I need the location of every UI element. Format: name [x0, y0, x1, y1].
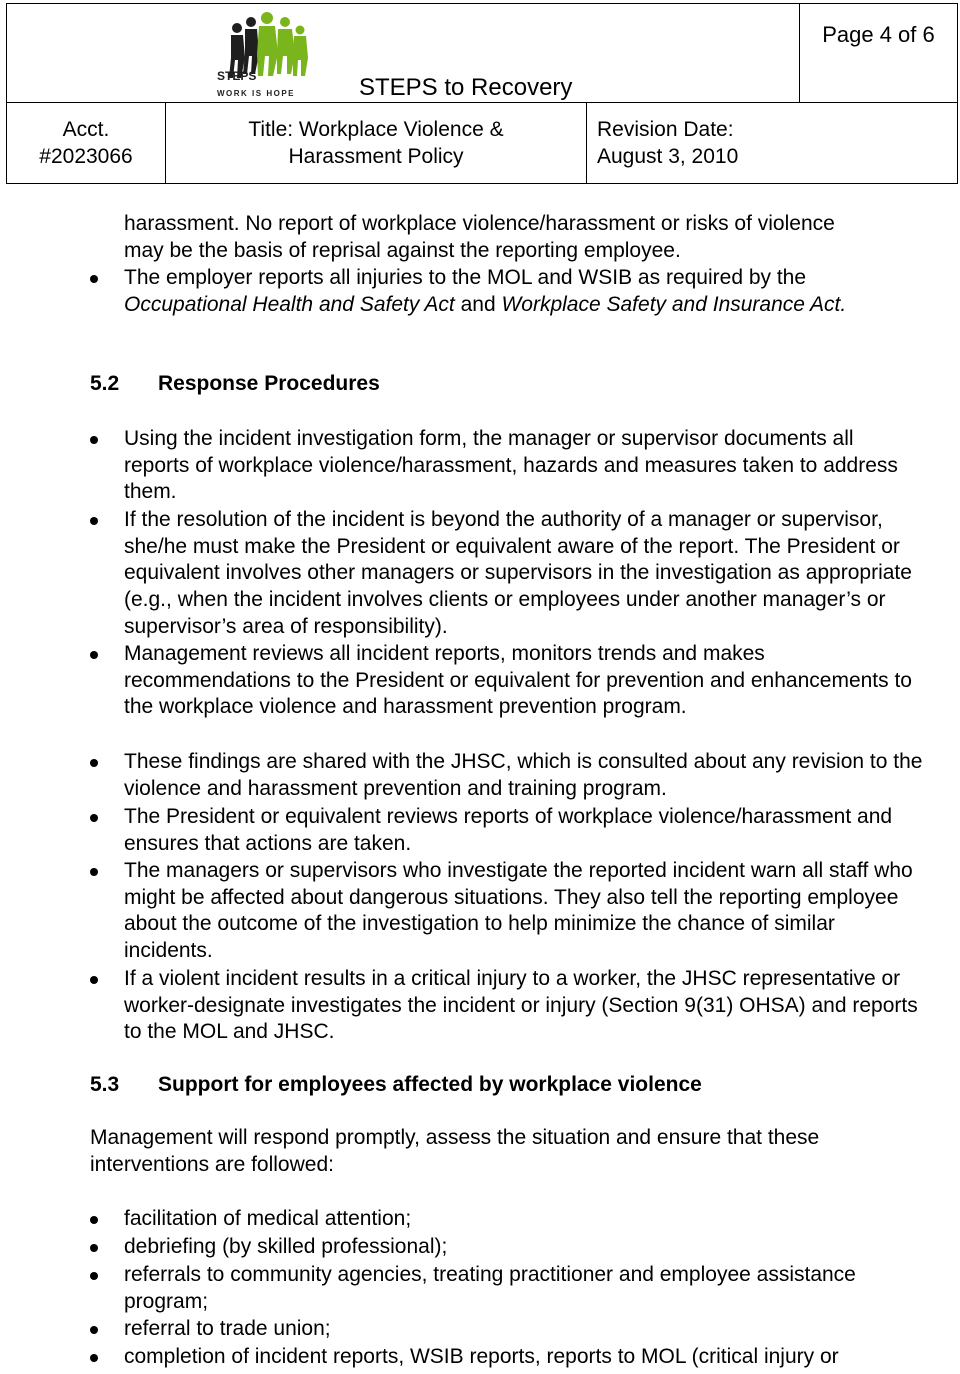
- list-item: [124, 1344, 924, 1371]
- bullet-icon: [90, 1326, 98, 1334]
- section-intro: Management will respond promptly, assess the situation and ensure that these interventions are followed:: [90, 1126, 820, 1176]
- list-item: [124, 966, 924, 1046]
- list-item: [124, 1262, 924, 1315]
- bullet-icon: [90, 436, 98, 444]
- logo-tagline: WORK IS HOPE: [217, 89, 296, 98]
- list-item: [124, 507, 924, 641]
- continuation-line: may be the basis of reprisal against the reporting employee.: [124, 239, 681, 262]
- list-item: [124, 1316, 924, 1343]
- account-number: #2023066: [39, 145, 133, 168]
- account-label: Acct.: [62, 118, 110, 141]
- list-item: [124, 641, 924, 721]
- bullet-text: The employer reports all injuries to the MOL and WSIB as required by the: [124, 266, 807, 289]
- list-item: [124, 1206, 924, 1233]
- bullet-text: Management reviews all incident reports, monitors trends and makes recommendations to the President or equivalent for prevention and enhancements to the workplace violence and harassment prevention program.: [124, 642, 912, 719]
- header-logo-cell: [7, 4, 800, 103]
- section-title: Support for employees affected by workplace violence: [158, 1073, 702, 1096]
- bullet-icon: [90, 1272, 98, 1280]
- bullet-text: The President or equivalent reviews reports of workplace violence/harassment and ensures that actions are taken.: [124, 805, 893, 855]
- bullet-icon: [90, 814, 98, 822]
- conjunction: and: [454, 292, 502, 316]
- revision-label: Revision Date:: [597, 118, 734, 141]
- bullet-text: facilitation of medical attention;: [124, 1207, 412, 1230]
- list-item: [124, 804, 924, 857]
- bullet-icon: [90, 868, 98, 876]
- act-name: Workplace Safety and Insurance Act.: [501, 292, 847, 316]
- section-heading: [90, 371, 380, 397]
- section-title: Response Procedures: [158, 372, 380, 395]
- bullet-icon: [90, 1354, 98, 1362]
- bullet-icon: [90, 651, 98, 659]
- bullet-icon: [90, 759, 98, 767]
- bullet-text: The managers or supervisors who investigate the reported incident warn all staff who might be affected about dangerous situations. They also tell the reporting employee about the outcome of the investigation to help minimize the chance of similar incidents.: [124, 859, 913, 963]
- bullet-text: completion of incident reports, WSIB reports, reports to MOL (critical injury or: [124, 1345, 839, 1368]
- policy-title-line2: Harassment Policy: [288, 145, 464, 168]
- bullet-icon: [90, 275, 98, 283]
- bullet-icon: [90, 976, 98, 984]
- company-name: STEPS to Recovery: [359, 74, 573, 101]
- bullet-icon: [90, 1244, 98, 1252]
- title-cell: [166, 103, 587, 184]
- revision-date: August 3, 2010: [597, 145, 739, 168]
- list-item: [124, 749, 924, 802]
- bullet-text: These findings are shared with the JHSC, which is consulted about any revision to the violence and harassment prevention and training program.: [124, 750, 923, 800]
- list-item: [124, 426, 924, 506]
- act-name: Occupational Health and Safety Act: [124, 292, 455, 316]
- bullet-icon: [90, 1216, 98, 1224]
- policy-title-line1: Title: Workplace Violence &: [248, 118, 504, 141]
- section-number: 5.2: [90, 372, 120, 395]
- revision-cell: [587, 103, 958, 184]
- page-number: Page 4 of 6: [822, 22, 935, 47]
- bullet-icon: [90, 517, 98, 525]
- continuation-line: harassment. No report of workplace violence/harassment or risks of violence: [124, 212, 835, 235]
- account-cell: [7, 103, 166, 184]
- logo-wordmark: STEPS: [217, 69, 257, 83]
- steps-logo-icon: [207, 8, 323, 102]
- section-number: 5.3: [90, 1073, 120, 1096]
- list-item: [124, 265, 924, 318]
- bullet-text: debriefing (by skilled professional);: [124, 1235, 448, 1258]
- list-item: [124, 858, 924, 965]
- list-item: [124, 1234, 924, 1261]
- bullet-text: If the resolution of the incident is beyond the authority of a manager or supervisor, she/he must make the President or equivalent aware of the report. The President or equivalent involves other managers or supervisors in the investigation as appropriate (e.g., when the incident involves clients or employees under another manager’s or supervisor’s area of responsibility).: [124, 508, 912, 638]
- bullet-text: If a violent incident results in a critical injury to a worker, the JHSC representative or worker-designate investigates the incident or injury (Section 9(31) OHSA) and reports to the MOL and JHSC.: [124, 967, 918, 1044]
- section-heading: [90, 1072, 702, 1098]
- bullet-text: referrals to community agencies, treating practitioner and employee assistance program;: [124, 1263, 856, 1313]
- page-number-cell: [800, 4, 958, 103]
- document-header: [6, 3, 958, 184]
- bullet-text: referral to trade union;: [124, 1317, 331, 1340]
- bullet-text: Using the incident investigation form, the manager or supervisor documents all reports of workplace violence/harassment, hazards and measures taken to address them.: [124, 427, 898, 504]
